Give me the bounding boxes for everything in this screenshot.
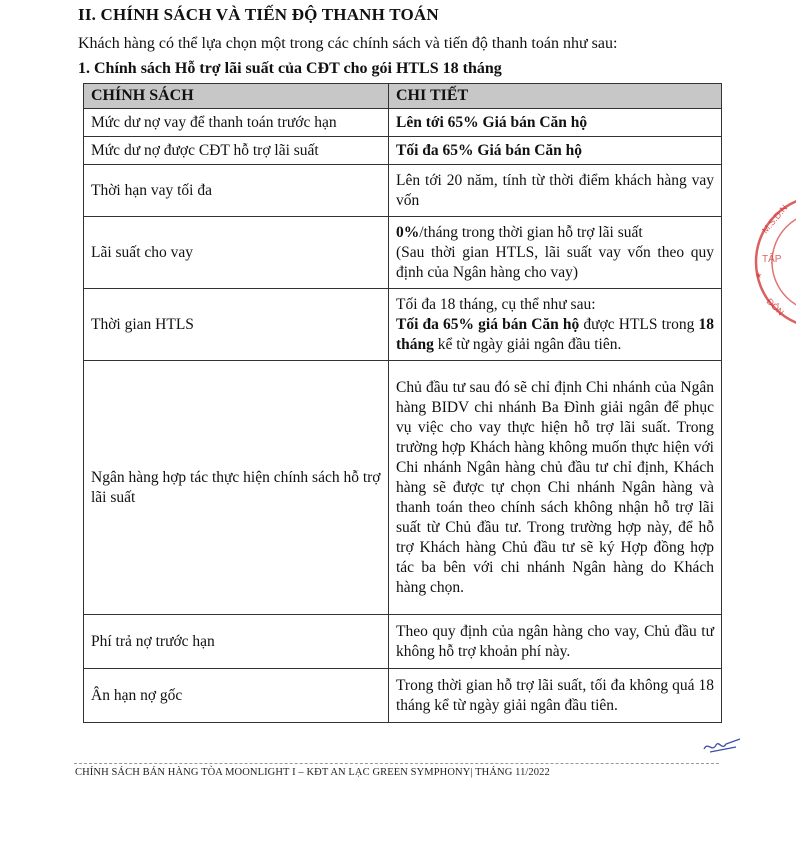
table-row — [84, 165, 722, 217]
detail-cell: Theo quy định của ngân hàng cho vay, Chủ đầu tư không hỗ trợ khoản phí này. — [389, 615, 722, 669]
htls-intro: Tối đa 18 tháng, cụ thể như sau: — [396, 295, 596, 313]
signature-icon — [700, 735, 744, 757]
page-footer: CHÍNH SÁCH BÁN HÀNG TÒA MOONLIGHT I – KĐT AN LẠC GREEN SYMPHONY| THÁNG 11/2022 — [75, 767, 550, 778]
policy-cell: Mức dư nợ được CĐT hỗ trợ lãi suất — [84, 137, 389, 165]
svg-text:ĐÔN: ĐÔN — [764, 296, 786, 318]
svg-text:TẬP: TẬP — [762, 254, 782, 265]
footer-divider — [74, 763, 719, 764]
htls-bold-1: Tối đa 65% giá bán Căn hộ — [396, 315, 580, 333]
policy-cell: Mức dư nợ vay để thanh toán trước hạn — [84, 109, 389, 137]
table-header-row — [84, 84, 722, 109]
rate-value: 0% — [396, 223, 420, 241]
column-header-policy: CHÍNH SÁCH — [84, 84, 389, 109]
policy-cell: Lãi suất cho vay — [84, 217, 389, 289]
detail-cell — [389, 289, 722, 361]
table-row — [84, 289, 722, 361]
company-seal-icon — [752, 192, 796, 332]
detail-cell: Lên tới 20 năm, tính từ thời điểm khách hàng vay vốn — [389, 165, 722, 217]
htls-bold-2: 18 tháng — [396, 315, 714, 353]
subsection-title: 1. Chính sách Hỗ trợ lãi suất của CĐT cho gói HTLS 18 tháng — [78, 60, 502, 77]
table-row — [84, 669, 722, 723]
table-row — [84, 109, 722, 137]
column-header-detail: CHI TIẾT — [389, 84, 722, 109]
policy-table — [83, 83, 722, 723]
policy-cell: Thời hạn vay tối đa — [84, 165, 389, 217]
table-row — [84, 361, 722, 615]
svg-text:M.S.D.N: M.S.D.N — [759, 202, 790, 236]
table-row — [84, 137, 722, 165]
table-row — [84, 217, 722, 289]
rate-text: /tháng trong thời gian hỗ trợ lãi suất — [419, 223, 643, 241]
policy-cell: Thời gian HTLS — [84, 289, 389, 361]
detail-cell: Tối đa 65% Giá bán Căn hộ — [389, 137, 722, 165]
intro-text: Khách hàng có thể lựa chọn một trong các chính sách và tiến độ thanh toán như sau: — [78, 35, 618, 52]
htls-end: kể từ ngày giải ngân đầu tiên. — [433, 335, 622, 353]
section-title: II. CHÍNH SÁCH VÀ TIẾN ĐỘ THANH TOÁN — [78, 5, 439, 24]
policy-cell: Ngân hàng hợp tác thực hiện chính sách hỗ trợ lãi suất — [84, 361, 389, 615]
detail-cell — [389, 217, 722, 289]
rate-note: (Sau thời gian HTLS, lãi suất vay vốn theo quy định của Ngân hàng cho vay) — [396, 243, 714, 281]
policy-cell: Ân hạn nợ gốc — [84, 669, 389, 723]
policy-cell: Phí trả nợ trước hạn — [84, 615, 389, 669]
detail-cell: Chủ đầu tư sau đó sẽ chỉ định Chi nhánh của Ngân hàng BIDV chi nhánh Ba Đình giải ngân để phục vụ việc cho vay thực hiện hỗ trợ lãi suất. Trong trường hợp Khách hàng không muốn thực hiện với Chi nhánh Ngân hàng chủ đầu tư chỉ định, Khách hàng sẽ được tự chọn Chi nhánh Ngân hàng và thanh toán theo chính sách không nhận hỗ trợ lãi suất từ Chủ đầu tư. Trong trường hợp này, để hỗ trợ Khách hàng Chủ đầu tư sẽ ký Hợp đồng hợp tác ba bên với chi nhánh Ngân hàng do Khách hàng chọn. — [389, 361, 722, 615]
detail-cell: Lên tới 65% Giá bán Căn hộ — [389, 109, 722, 137]
htls-mid: được HTLS trong — [579, 315, 699, 333]
svg-text:★: ★ — [755, 271, 763, 280]
table-row — [84, 615, 722, 669]
detail-cell: Trong thời gian hỗ trợ lãi suất, tối đa không quá 18 tháng kể từ ngày giải ngân đầu tiên. — [389, 669, 722, 723]
